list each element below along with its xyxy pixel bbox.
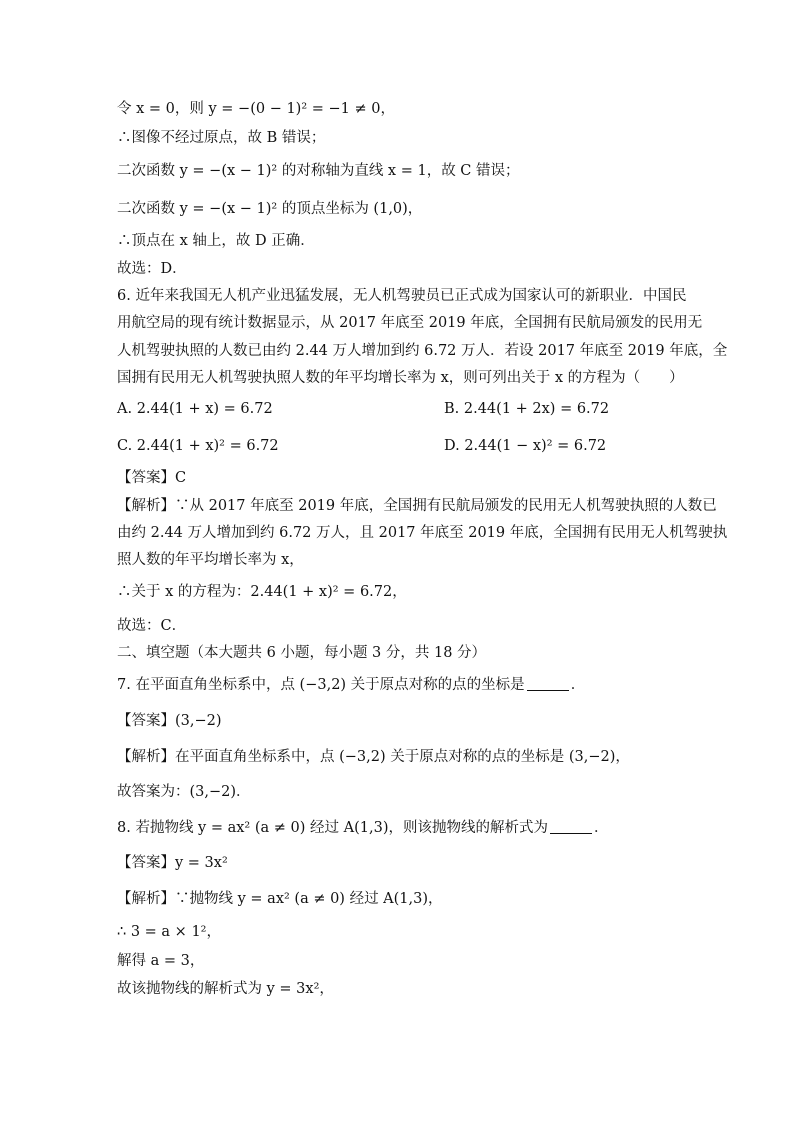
- question-6-stem-line: 人机驾驶执照的人数已由约 2.44 万人增加到约 6.72 万人．若设 2017 年底至 2019 年底，全: [117, 343, 728, 359]
- question-7-stem: [117, 675, 585, 695]
- text-line: 二次函数 y = −(x − 1)² 的对称轴为直线 x = 1，故 C 错误；: [117, 163, 520, 179]
- question-6-stem-line: 国拥有民用无人机驾驶执照人数的年平均增长率为 x，则可列出关于 x 的方程为（ ）: [117, 370, 684, 386]
- question-8-analysis-line: ∴ 3 = a × 1²，: [117, 924, 221, 940]
- text-line: 故选：D．: [117, 261, 187, 277]
- option-a: A. 2.44(1 + x) = 6.72: [117, 401, 273, 417]
- question-7-conclusion: 故答案为：(3,−2)．: [117, 784, 251, 800]
- option-b: B. 2.44(1 + 2x) = 6.72: [444, 401, 610, 417]
- question-7-answer: 【答案】(3,−2): [117, 713, 222, 729]
- question-8-answer: 【答案】y = 3x²: [117, 855, 228, 871]
- text-line: 二次函数 y = −(x − 1)² 的顶点坐标为 (1,0)，: [117, 201, 423, 217]
- question-8-analysis-line: 故该抛物线的解析式为 y = 3x²，: [117, 981, 334, 997]
- question-8-analysis-line: 【解析】∵抛物线 y = ax² (a ≠ 0) 经过 A(1,3)，: [117, 891, 443, 907]
- answer-blank: [527, 676, 569, 691]
- question-6-analysis-line: 照人数的年平均增长率为 x，: [117, 552, 304, 568]
- option-d: D. 2.44(1 − x)² = 6.72: [444, 438, 607, 454]
- question-8-analysis-line: 解得 a = 3，: [117, 953, 205, 969]
- question-6-stem-line: 6. 近年来我国无人机产业迅猛发展，无人机驾驶员已正式成为国家认可的新职业．中国民: [117, 288, 687, 304]
- text-line: ∴顶点在 x 轴上，故 D 正确．: [117, 233, 315, 249]
- question-8-stem-text: 8. 若抛物线 y = ax² (a ≠ 0) 经过 A(1,3)，则该抛物线的解析式为: [117, 820, 548, 836]
- section-heading: 二、填空题（本大题共 6 小题，每小题 3 分，共 18 分）: [117, 645, 487, 661]
- question-6-stem-line: 用航空局的现有统计数据显示，从 2017 年底至 2019 年底，全国拥有民航局颁发的民用无: [117, 315, 703, 331]
- text-line: 令 x = 0，则 y = −(0 − 1)² = −1 ≠ 0，: [117, 101, 395, 117]
- question-7-stem-text: 7. 在平面直角坐标系中，点 (−3,2) 关于原点对称的点的坐标是: [117, 677, 525, 693]
- question-7-stem-end: ．: [570, 677, 586, 693]
- question-6-analysis-line: 由约 2.44 万人增加到约 6.72 万人，且 2017 年底至 2019 年底，全国拥有民用无人机驾驶执: [117, 525, 728, 541]
- option-c: C. 2.44(1 + x)² = 6.72: [117, 438, 279, 454]
- answer-blank: [550, 819, 592, 834]
- question-6-analysis-line: ∴关于 x 的方程为：2.44(1 + x)² = 6.72，: [117, 584, 407, 600]
- question-6-analysis-line: 故选：C．: [117, 618, 187, 634]
- text-line: ∴图像不经过原点，故 B 错误；: [117, 130, 326, 146]
- question-8-stem: [117, 818, 608, 838]
- question-6-answer: 【答案】C: [117, 470, 187, 486]
- question-7-analysis: 【解析】在平面直角坐标系中，点 (−3,2) 关于原点对称的点的坐标是 (3,−2)，: [117, 749, 630, 765]
- question-6-analysis-line: 【解析】∵从 2017 年底至 2019 年底，全国拥有民航局颁发的民用无人机驾驶执照的人数已: [117, 498, 717, 514]
- question-8-stem-end: ．: [593, 820, 609, 836]
